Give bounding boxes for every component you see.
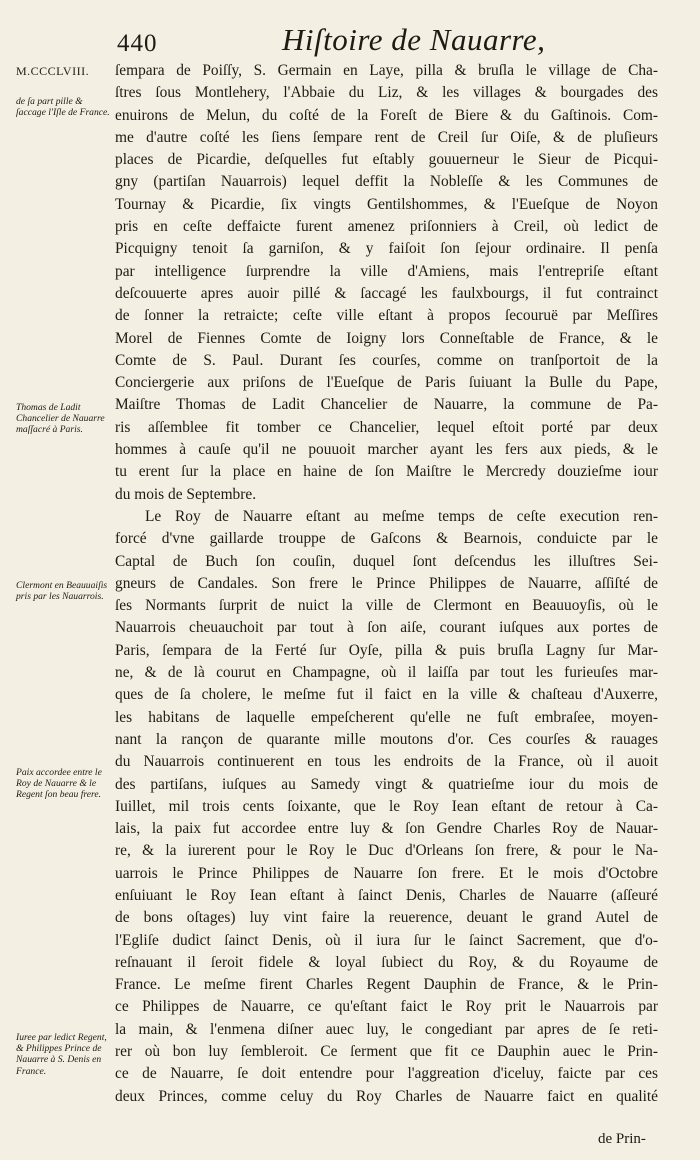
text-line: uarrois le Prince Philippes de Nauarre ſon frere. Et le mois d'Octobre (115, 864, 658, 882)
text-line: ne, & de là courut en Champagne, où il laiſſa par tout les furieuſes mar- (115, 664, 658, 682)
margin-note: Paix accordee entre le Roy de Nauarre & le Regent ſon beau frere. (16, 767, 102, 801)
text-line: ce de Nauarre, ſe doit entendre pour l'aggreation d'iceluy, faicte par ces (115, 1065, 658, 1083)
margin-note: de ſa part pille & ſaccage l'Iſle de France. (16, 96, 110, 119)
text-line: les habitans de laquelle empeſcherent qu'elle ne fuſt embraſee, moyen- (115, 708, 658, 726)
text-line: enuirons de Melun, du coſté de la Foreſt de Biere & du Gaſtinois. Com- (115, 106, 658, 124)
text-line: Tournay & Picardie, ſix vingts Gentilshommes, & l'Eueſque de Noyon (115, 195, 658, 213)
text-line: nant la rançon de quarante mille moutons d'or. Ces courſes & rauages (115, 730, 658, 748)
text-line: gny (partiſan Nauarrois) lequel deffit la Nobleſſe & les Communes de (115, 173, 658, 191)
text-line: du Nauarrois continuerent en tous les endroits de la France, où il auoit (115, 753, 658, 771)
text-line: Comte de S. Paul. Durant ſes courſes, comme on tranſportoit de la (115, 351, 658, 369)
text-line: re, & la iurerent pour le Roy le Duc d'Orleans ſon frere, & pour le Na- (115, 842, 658, 860)
text-line: ſtres ſous Montlehery, l'Abbaie du Liz, & les villages & bourgades des (115, 84, 658, 102)
text-line: Nauarrois cheuauchoit par tout à ſon aiſe, courant iuſques aux portes de (115, 619, 658, 637)
text-line: Iuillet, mil trois cents ſoixante, que le Roy Iean eſtant de retour à Ca- (115, 797, 658, 815)
text-line: de bons oſtages) luy vint faire la reuerence, deuant le grand Autel de (115, 909, 658, 927)
text-line: enſuiuant le Roy Iean eſtant à ſainct Denis, Charles de Nauarre (aſſeuré (115, 886, 658, 904)
page-number: 440 (117, 30, 158, 57)
text-line: tu erent ſur la place en haine de ſon Maiſtre le Mercredy douzieſme iour (115, 463, 658, 481)
text-line: pris en ceſte deffaicte furent amenez priſonniers à Creil, où ledict de (115, 218, 658, 236)
text-line: la main, & l'enmena diſner auec luy, le congediant par apres de ſe reti- (115, 1020, 658, 1038)
text-line: rer où bon luy ſembleroit. Ce ſerment que fit ce Dauphin auec le Prin- (115, 1043, 658, 1061)
text-line: forcé d'vne gaillarde trouppe de Gaſcons & Bearnois, conduicte par le (115, 530, 658, 548)
text-line: de ſonner la retraicte; ceſte ville eſtant à propos ſecouruë par Meſſires (115, 307, 658, 325)
text-line: gneurs de Candales. Son frere le Prince Philippes de Nauarre, aſſiſté de (115, 574, 658, 592)
text-line: Picquigny tenoit ſa garniſon, & y faiſoit ſon ſejour ordinaire. Il penſa (115, 240, 658, 258)
running-title: Hiſtoire de Nauarre, (282, 22, 546, 57)
text-line: reſnauant il ſeroit fidele & loyal ſubiect du Roy, & du Royaume de (115, 953, 658, 971)
text-line: Paris, ſempara de la Ferté ſur Oyſe, pilla & puis bruſla Lagny ſur Mar- (115, 641, 658, 659)
text-line: Maiſtre Thomas de Ladit Chancelier de Nauarre, la commune de Pa- (115, 396, 658, 414)
margin-note: Iuree par ledict Regent, & Philippes Prince de Nauarre à S. Denis en France. (16, 1032, 107, 1077)
margin-note: Clermont en Beauuaiſis pris par les Nauarrois. (16, 580, 108, 603)
text-line: deſcouuerte apres auoir pillé & ſaccagé les faulxbourgs, il fut contrainct (115, 284, 658, 302)
text-line: par intelligence ſurprendre la ville d'Amiens, mais l'entrepriſe eſtant (115, 262, 658, 280)
text-line: me d'autre coſté les ſiens ſempare rent de Creil ſur Oiſe, & de pluſieurs (115, 128, 658, 146)
text-line: l'Egliſe dudict ſainct Denis, où il iura ſur le ſainct Sacrement, que d'o- (115, 931, 658, 949)
text-line: ris aſſemblee fit tomber ce Chancelier, lequel eſtoit porté par deux (115, 418, 658, 436)
text-line: ſempara de Poiſſy, S. Germain en Laye, pilla & bruſla le village de Cha- (115, 62, 658, 79)
catchword: de Prin- (598, 1131, 646, 1147)
text-line: deux Princes, comme celuy du Roy Charles de Nauarre faict en qualité (115, 1087, 658, 1105)
text-line: lais, la paix fut accordee entre luy & ſon Gendre Charles Roy de Nauar- (115, 820, 658, 838)
text-line: ce Philippes de Nauarre, ce qu'eſtant faict le Roy prit le Nauarrois par (115, 998, 658, 1016)
text-line: Conciergerie aux priſons de l'Eueſque de Paris ſuiuant la Bulle du Pape, (115, 374, 658, 392)
text-line: hommes à cauſe qu'il ne pouuoit marcher ayant les fers aux pieds, & le (115, 441, 658, 459)
text-line: Le Roy de Nauarre eſtant au meſme temps de ceſte execution ren- (145, 507, 658, 525)
text-line: du mois de Septembre. (115, 485, 257, 503)
margin-note: Thomas de Ladit Chancelier de Nauarre maſſacré à Paris. (16, 402, 105, 436)
text-line: Morel de Fiennes Comte de Ioigny lors Conneſtable de France, & le (115, 329, 658, 347)
text-line: France. Le meſme firent Charles Regent Dauphin de France, & le Prin- (115, 976, 658, 994)
text-line: ſes Normants ſurprit de nuict la ville de Clermont en Beauuoyſis, où le (115, 597, 658, 615)
text-line: ques de ſa cholere, le meſme fut il faict en la ville & chaſteau d'Auxerre, (115, 686, 658, 704)
body-text (115, 60, 658, 1108)
text-line: places de Picardie, deſquelles fut eſtably gouuerneur le Sieur de Picqui- (115, 151, 658, 169)
text-line: Captal de Buch ſon couſin, duquel ſont deſcendus les illuſtres Sei- (115, 552, 658, 570)
text-line: des partiſans, iuſques au Samedy vingt & quatrieſme iour du mois de (115, 775, 658, 793)
year-marginal-note: M.CCCLVIII. (16, 64, 90, 78)
